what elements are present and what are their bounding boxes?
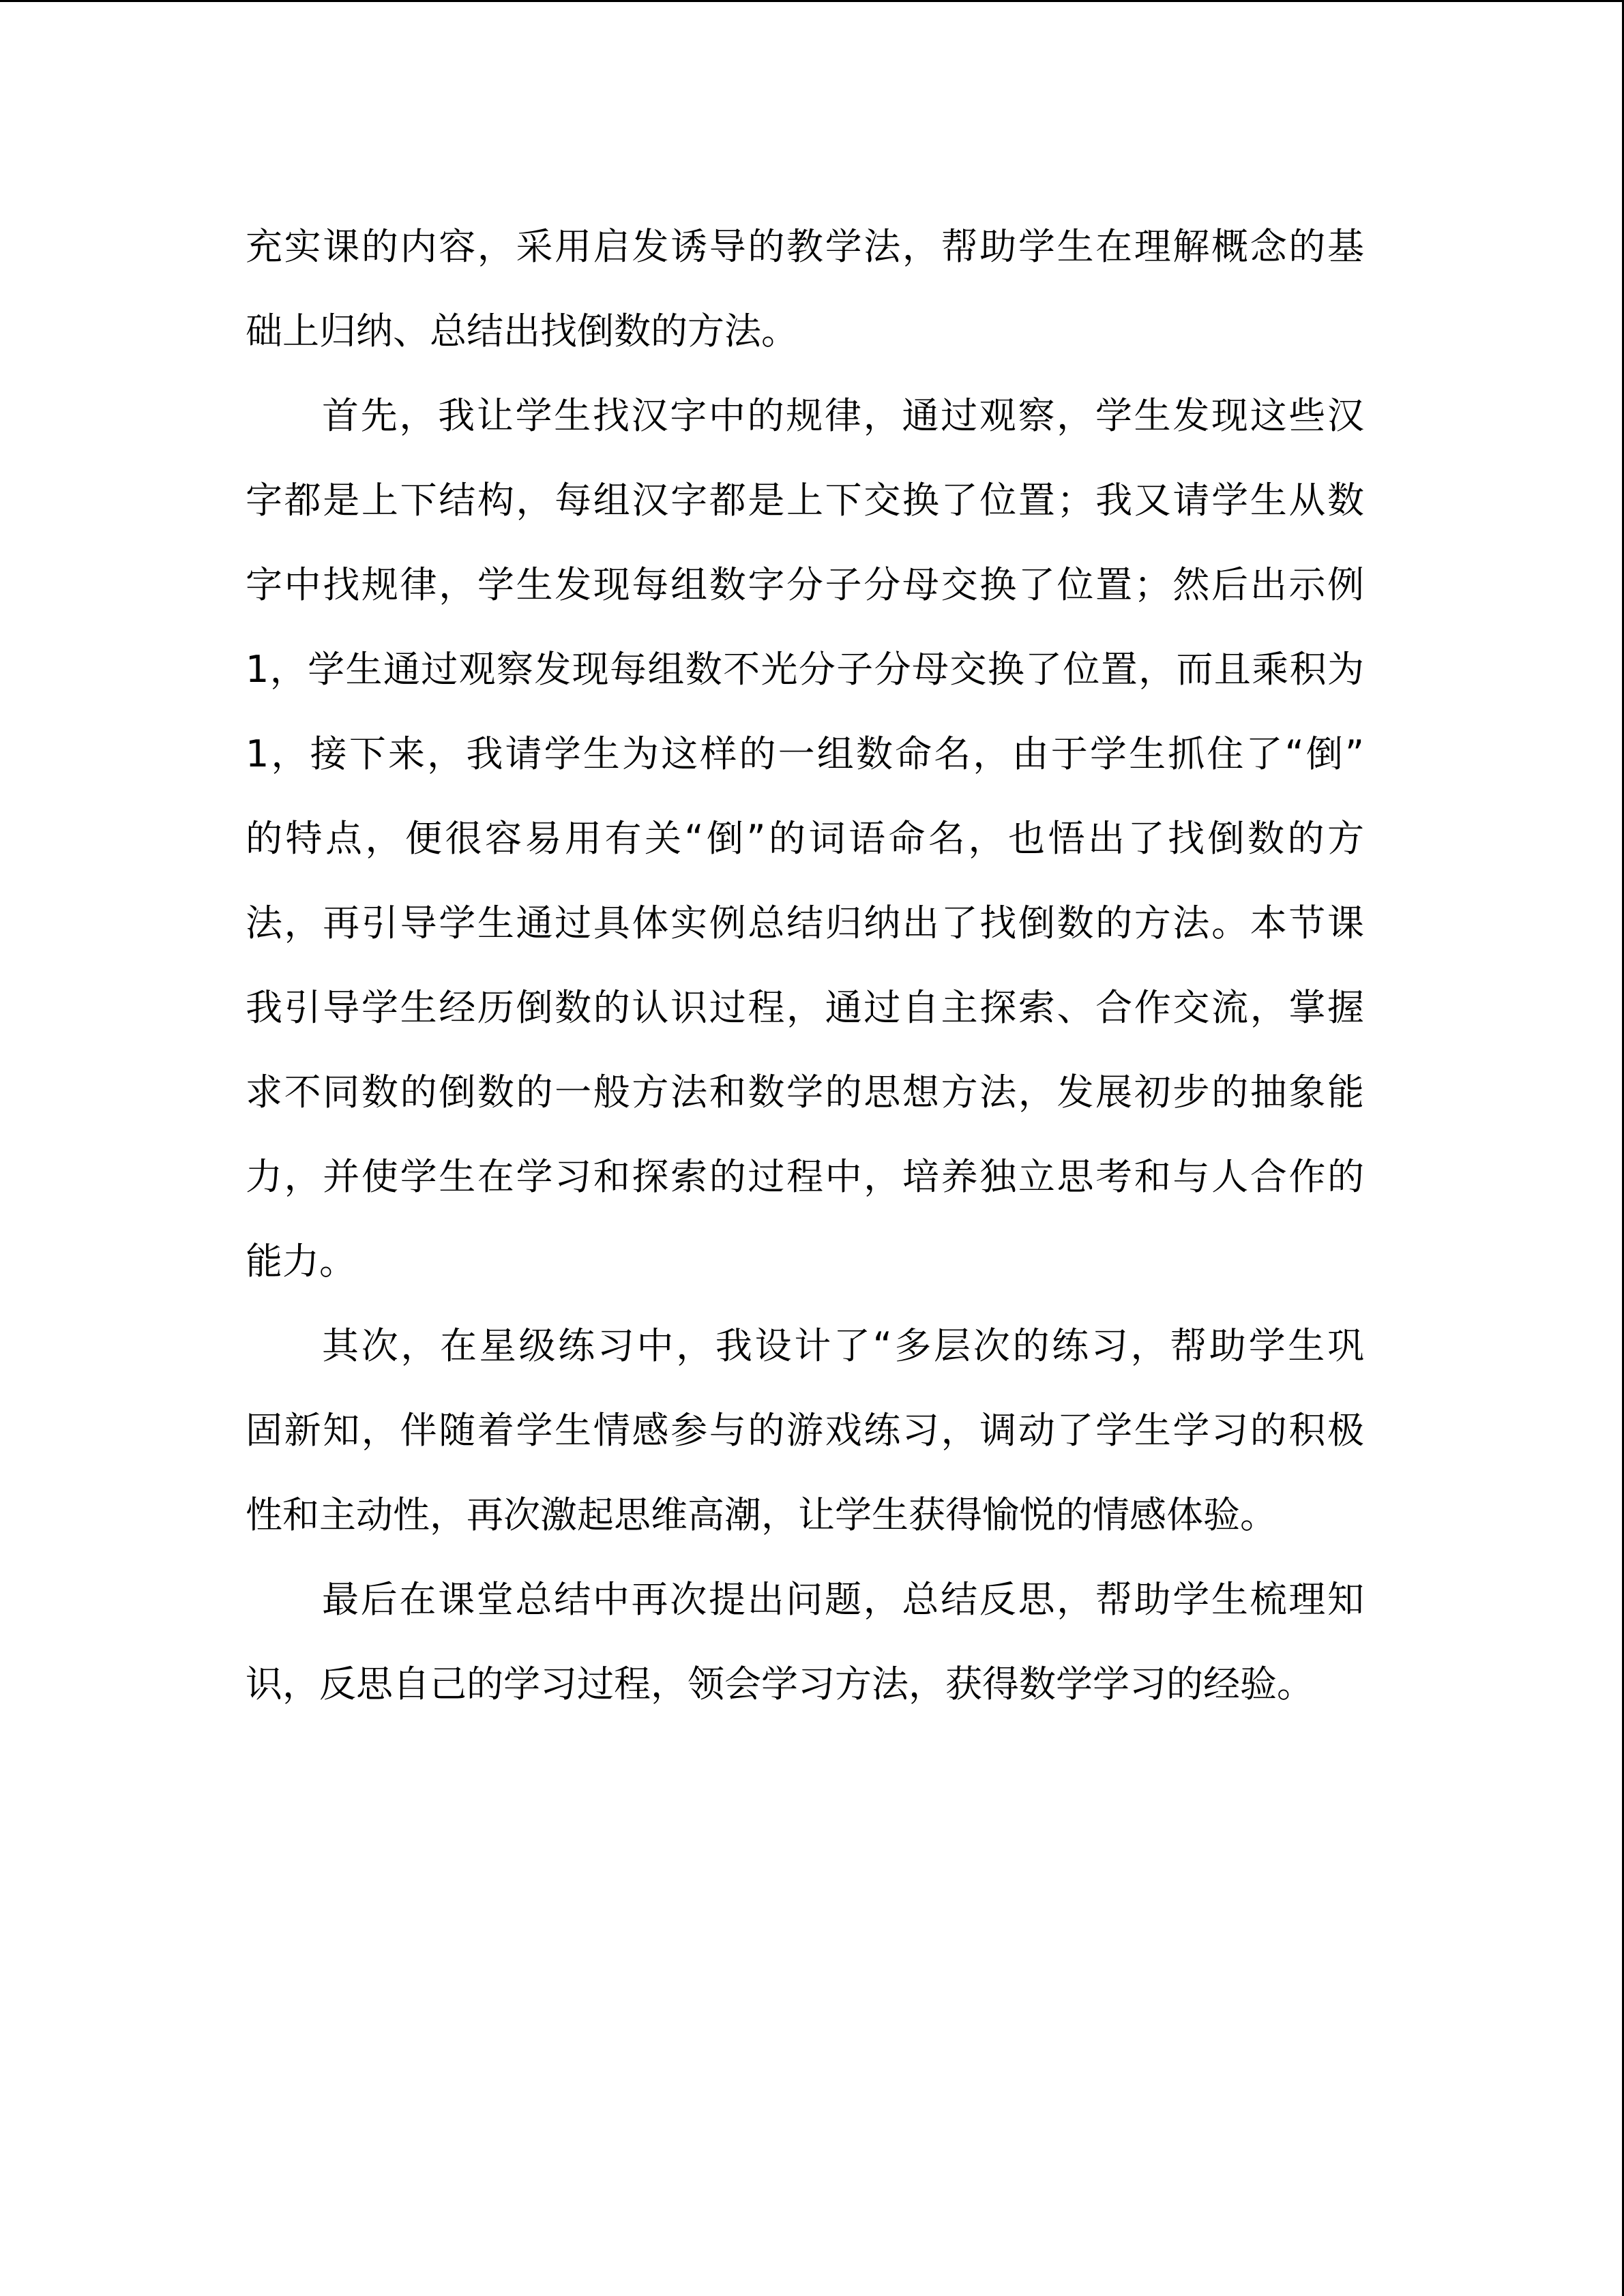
paragraph-line: 础上归纳、总结出找倒数的方法。	[246, 310, 798, 353]
paragraph-line: 首先，我让学生找汉字中的规律，通过观察，学生发现这些汉	[322, 394, 1364, 437]
paragraph-3	[246, 1304, 1364, 1557]
paragraph-line: 我引导学生经历倒数的认识过程，通过自主探索、合作交流，掌握	[246, 986, 1364, 1029]
paragraph-line: 能力。	[246, 1240, 356, 1283]
paragraph-line: 法，再引导学生通过具体实例总结归纳出了找倒数的方法。本节课	[246, 901, 1364, 944]
paragraph-line: 固新知，伴随着学生情感参与的游戏练习，调动了学生学习的积极	[246, 1409, 1364, 1452]
paragraph-line: 最后在课堂总结中再次提出问题，总结反思，帮助学生梳理知	[322, 1578, 1364, 1621]
paragraph-line: 性和主动性，再次激起思维高潮，让学生获得愉悦的情感体验。	[246, 1493, 1277, 1536]
paragraph-line: 1，学生通过观察发现每组数不光分子分母交换了位置，而且乘积为	[246, 648, 1364, 691]
paragraph-line: 求不同数的倒数的一般方法和数学的思想方法，发展初步的抽象能	[246, 1071, 1364, 1114]
paragraph-line: 字中找规律，学生发现每组数字分子分母交换了位置；然后出示例	[246, 563, 1364, 606]
paragraph-line: 力，并使学生在学习和探索的过程中，培养独立思考和与人合作的	[246, 1155, 1364, 1198]
paragraph-line: 识，反思自己的学习过程，领会学习方法，获得数学学习的经验。	[246, 1663, 1314, 1705]
paragraph-line: 充实课的内容，采用启发诱导的教学法，帮助学生在理解概念的基	[246, 225, 1364, 268]
document-body	[246, 205, 1364, 1727]
paragraph-line: 其次，在星级练习中，我设计了“多层次的练习，帮助学生巩	[322, 1324, 1364, 1367]
paragraph-line: 的特点，便很容易用有关“倒”的词语命名，也悟出了找倒数的方	[246, 817, 1364, 860]
page-top-border	[0, 0, 1624, 2]
paragraph-2	[246, 374, 1364, 1304]
paragraph-1	[246, 205, 1364, 374]
paragraph-line: 字都是上下结构，每组汉字都是上下交换了位置；我又请学生从数	[246, 479, 1364, 522]
paragraph-4	[246, 1557, 1364, 1727]
paragraph-line: 1，接下来，我请学生为这样的一组数命名，由于学生抓住了“倒”	[246, 732, 1364, 775]
